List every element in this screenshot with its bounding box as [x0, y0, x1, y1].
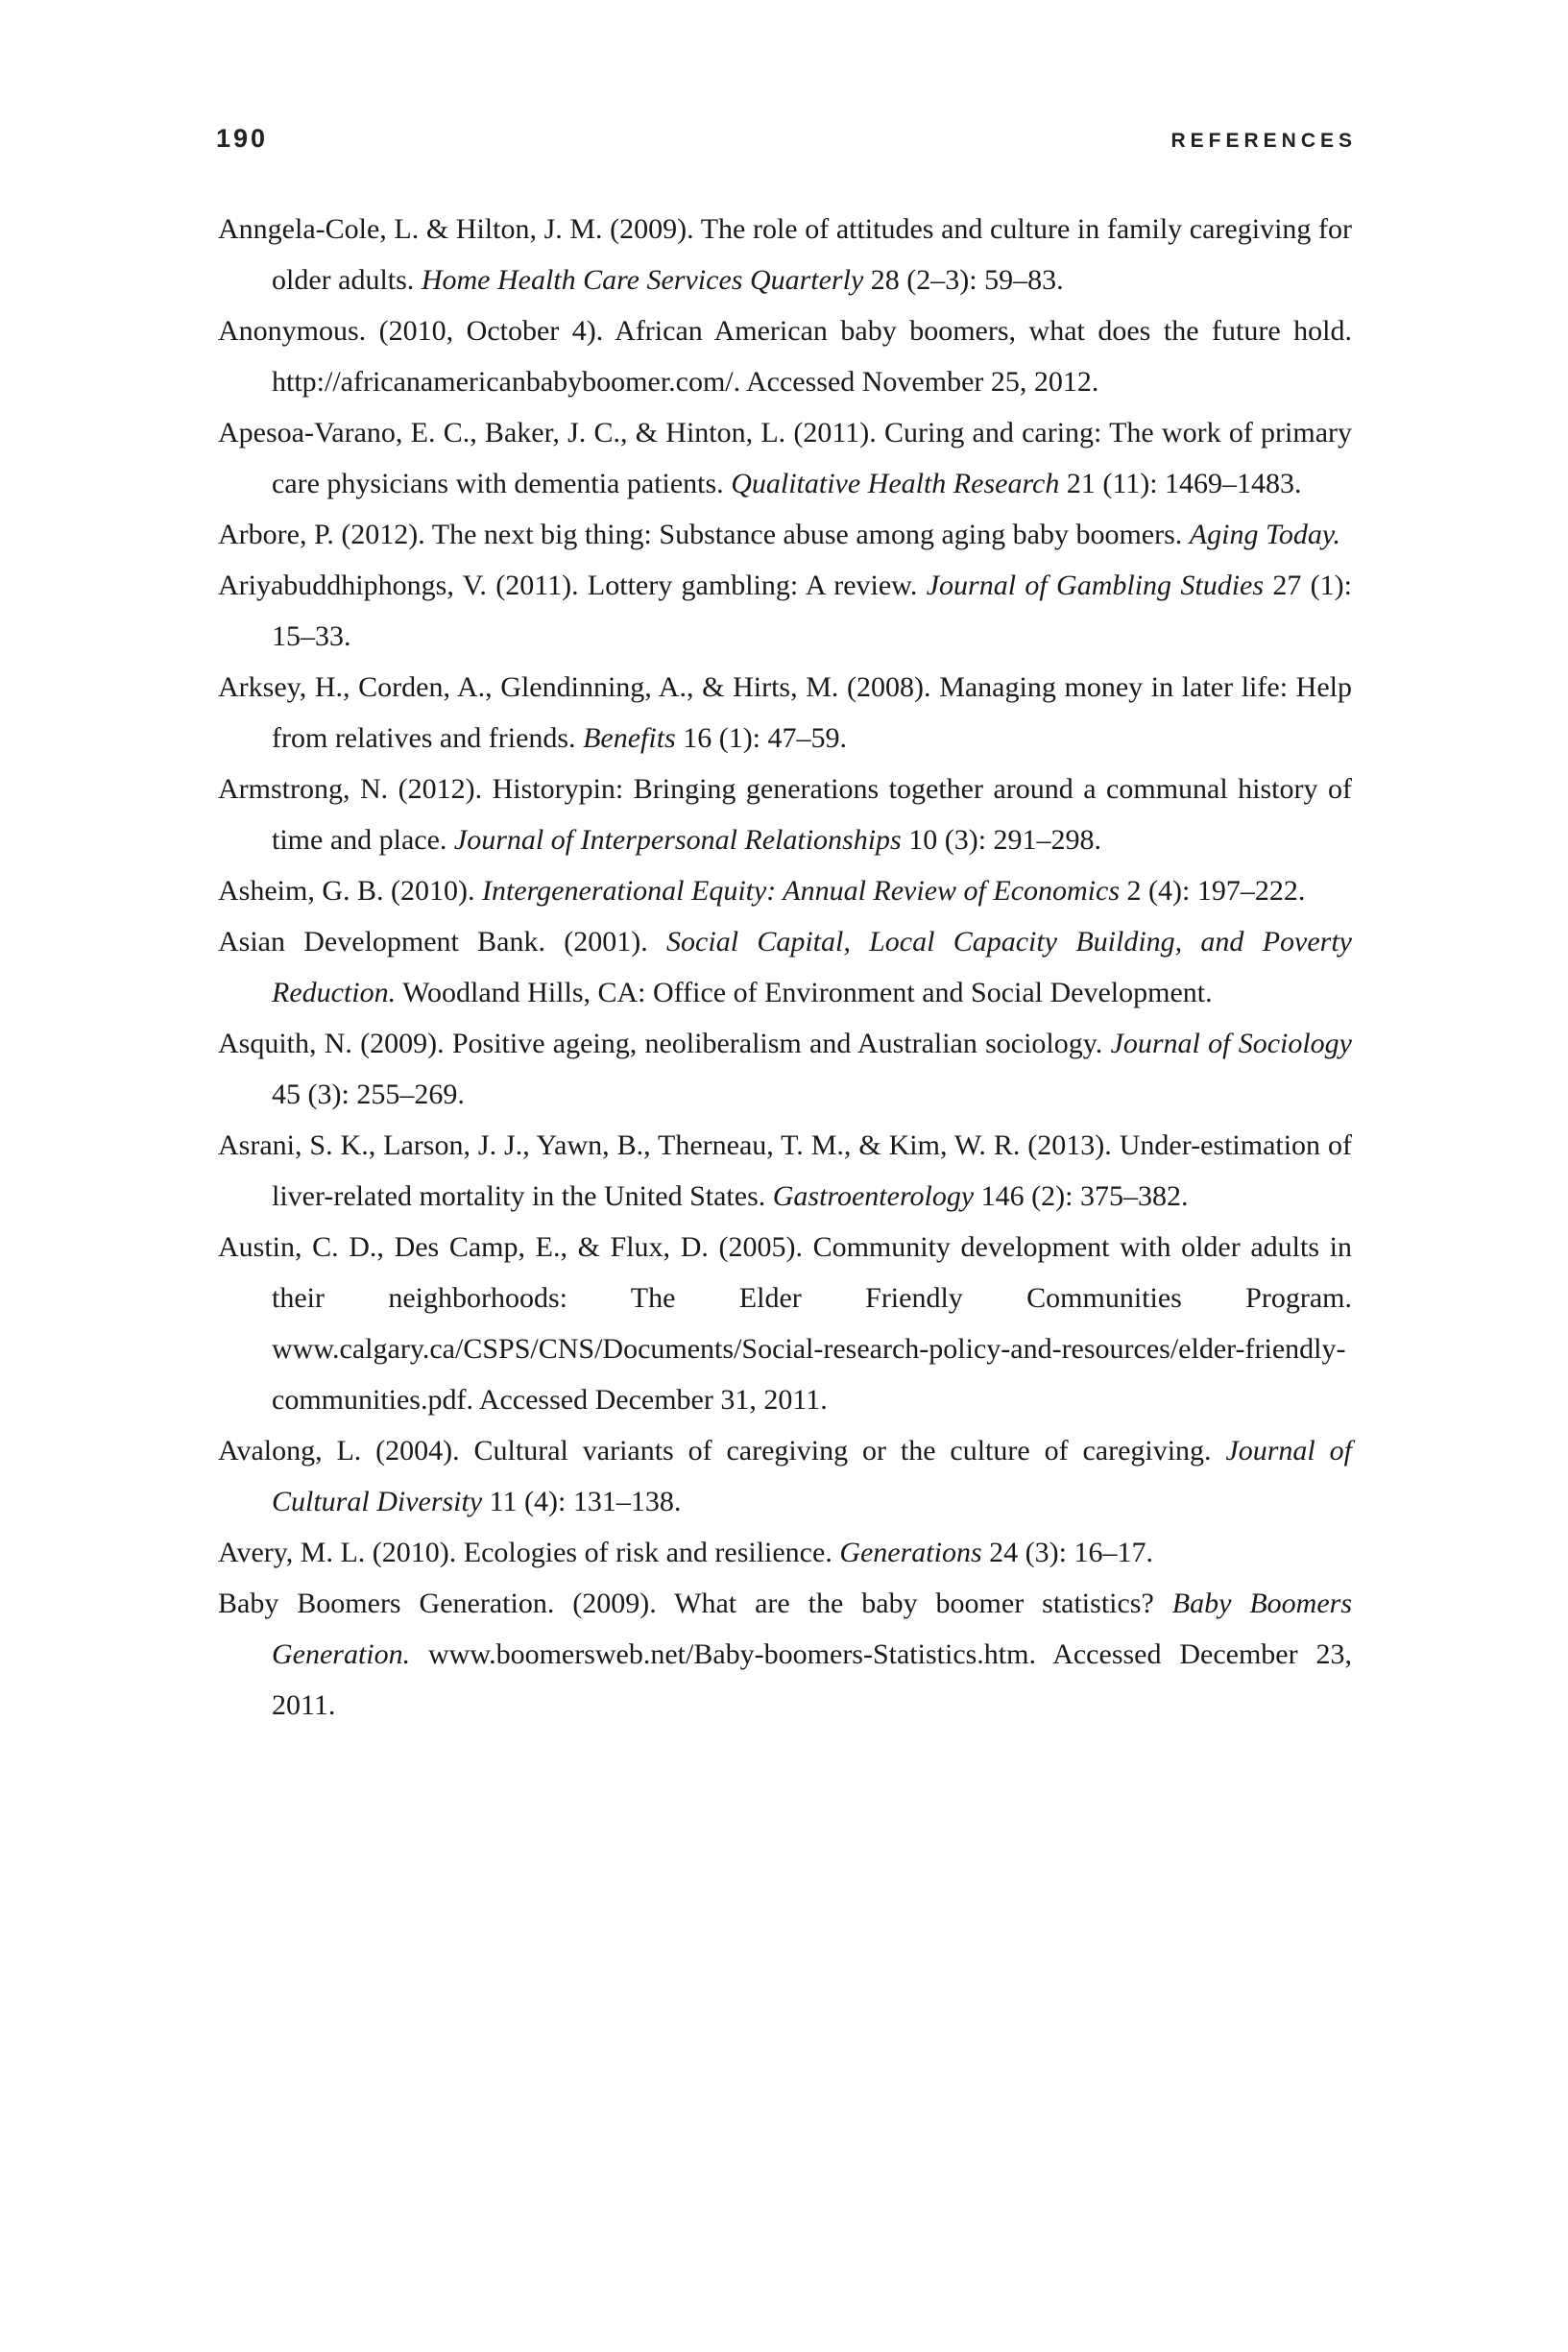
reference-text: 16 (1): 47–59. — [675, 722, 848, 754]
reference-work-title: Generations — [839, 1537, 982, 1568]
reference-work-title: Social Capital, Local Capacity Building, and Poverty Reduction. — [272, 926, 1352, 1008]
reference-text: 146 (2): 375–382. — [974, 1180, 1189, 1212]
running-header — [216, 124, 1357, 153]
reference-text: Woodland Hills, CA: Office of Environment and Social Development. — [396, 977, 1213, 1008]
reference-entry — [218, 865, 1352, 916]
reference-entry — [218, 1120, 1352, 1222]
reference-text: Arbore, P. (2012). The next big thing: Substance abuse among aging baby boomers. — [218, 519, 1190, 550]
reference-work-title: Journal of Gambling Studies — [926, 570, 1265, 601]
reference-text: Austin, C. D., Des Camp, E., & Flux, D. (2005). Community development with older adults in their neighborhoods: The Elder Friendly Communities Program. www.calgary.ca/CSPS/CNS/Documents/Social-research-policy-and-resources/elder-friendly-communities.pdf. Accessed December 31, 2011. — [218, 1231, 1352, 1416]
reference-text: Asquith, N. (2009). Positive ageing, neoliberalism and Australian sociology. — [218, 1028, 1111, 1059]
reference-work-title: Journal of Interpersonal Relationships — [453, 824, 902, 856]
reference-entry — [218, 305, 1352, 407]
reference-text: 21 (11): 1469–1483. — [1059, 468, 1302, 499]
reference-text: Anngela-Cole, L. & Hilton, J. M. (2009). The role of attitudes and culture in family caregiving for older adults. — [218, 213, 1352, 296]
reference-entry — [218, 560, 1352, 662]
reference-text: 24 (3): 16–17. — [981, 1537, 1153, 1568]
reference-text: 27 (1): 15–33. — [272, 570, 1353, 652]
running-head-title: REFERENCES — [1170, 130, 1357, 152]
reference-text: Asian Development Bank. (2001). — [218, 926, 667, 958]
reference-text: Avery, M. L. (2010). Ecologies of risk and resilience. — [218, 1537, 840, 1568]
reference-text: Arksey, H., Corden, A., Glendinning, A., & Hirts, M. (2008). Managing money in later life: Help from relatives and friends. — [218, 671, 1352, 754]
reference-work-title: Baby Boomers Generation. — [272, 1588, 1353, 1670]
reference-text: 45 (3): 255–269. — [272, 1079, 465, 1110]
reference-work-title: Gastroenterology — [772, 1180, 975, 1212]
reference-text: Ariyabuddhiphongs, V. (2011). Lottery gambling: A review. — [218, 570, 927, 601]
reference-entry — [218, 764, 1352, 865]
reference-entry — [218, 1527, 1352, 1578]
reference-entry — [218, 204, 1352, 305]
reference-text: Asheim, G. B. (2010). — [218, 875, 482, 907]
reference-work-title: Journal of Cultural Diversity — [272, 1435, 1352, 1517]
reference-entry — [218, 407, 1352, 509]
reference-text: 11 (4): 131–138. — [482, 1486, 682, 1517]
reference-entry — [218, 1578, 1352, 1731]
reference-work-title: Benefits — [583, 722, 676, 754]
reference-work-title: Home Health Care Services Quarterly — [421, 264, 864, 296]
reference-work-title: Journal of Sociology — [1110, 1028, 1352, 1059]
reference-entry — [218, 1425, 1352, 1527]
reference-work-title: Intergenerational Equity: Annual Review of Economics — [481, 875, 1120, 907]
reference-work-title: Aging Today. — [1189, 519, 1341, 550]
reference-text: 10 (3): 291–298. — [901, 824, 1102, 856]
references-list — [218, 204, 1352, 1731]
page-number: 190 — [216, 124, 269, 153]
reference-text: Anonymous. (2010, October 4). African American baby boomers, what does the future hold. http://africanamericanbabyboomer.com/. Accessed November 25, 2012. — [218, 315, 1352, 398]
reference-entry — [218, 509, 1352, 560]
reference-text: www.boomersweb.net/Baby-boomers-Statistics.htm. Accessed December 23, 2011. — [272, 1638, 1352, 1721]
reference-text: 28 (2–3): 59–83. — [863, 264, 1064, 296]
reference-text: Apesoa-Varano, E. C., Baker, J. C., & Hinton, L. (2011). Curing and caring: The work of primary care physicians with dementia patients. — [218, 417, 1352, 499]
reference-text: Baby Boomers Generation. (2009). What are the baby boomer statistics? — [218, 1588, 1172, 1619]
reference-entry — [218, 1018, 1352, 1120]
reference-text: Asrani, S. K., Larson, J. J., Yawn, B., Therneau, T. M., & Kim, W. R. (2013). Under-estimation of liver-related mortality in the United States. — [218, 1129, 1352, 1212]
reference-text: Avalong, L. (2004). Cultural variants of caregiving or the culture of caregiving. — [218, 1435, 1226, 1467]
reference-entry — [218, 662, 1352, 764]
reference-text: Armstrong, N. (2012). Historypin: Bringing generations together around a communal history of time and place. — [218, 773, 1352, 856]
reference-text: 2 (4): 197–222. — [1120, 875, 1306, 907]
reference-work-title: Qualitative Health Research — [731, 468, 1060, 499]
reference-entry — [218, 916, 1352, 1018]
reference-entry — [218, 1222, 1352, 1425]
